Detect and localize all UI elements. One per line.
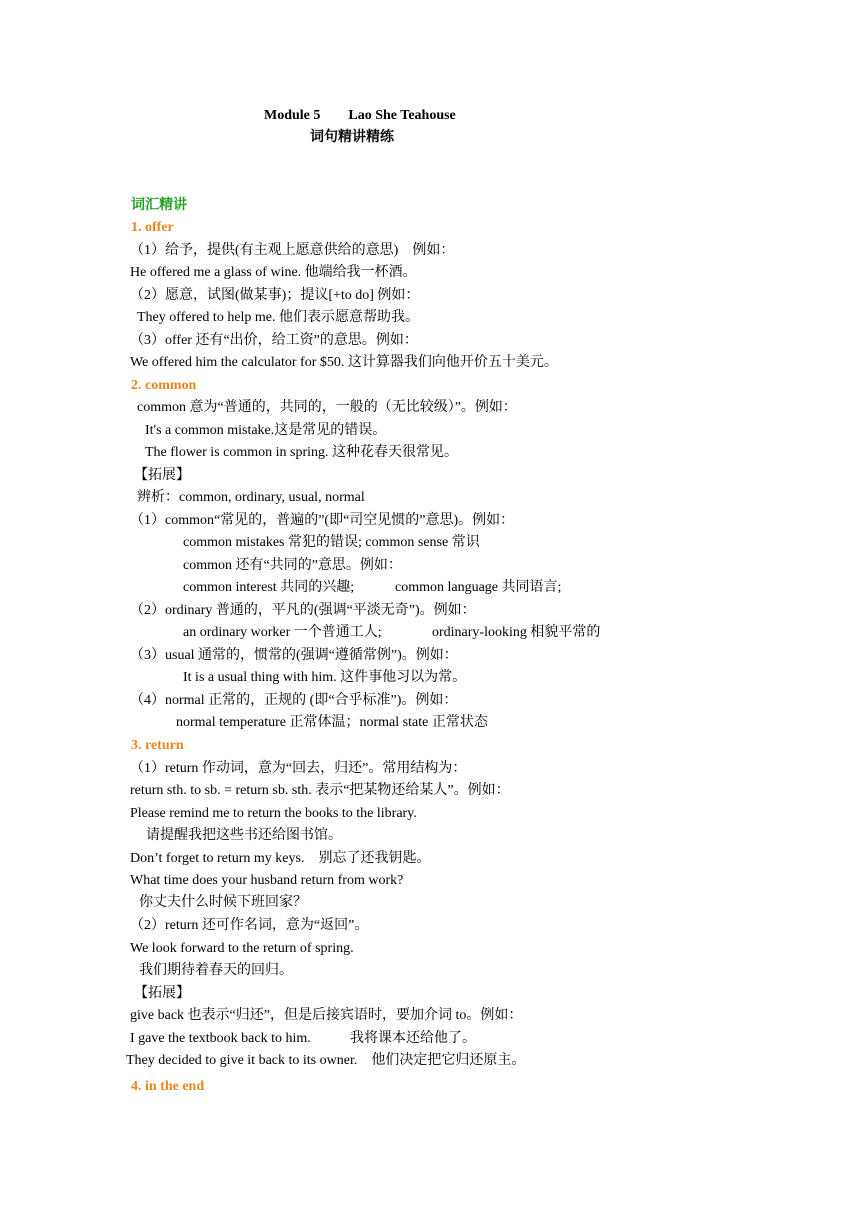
return-give-back: give back 也表示“归还”，但是后接宾语时，要加介词 to。例如： (130, 1008, 523, 1023)
entry-heading-return: 3. return (131, 738, 184, 753)
common-sense-1-example-3b: common language 共同语言; (395, 580, 562, 595)
return-example-5b: 我将课本还给他了。 (350, 1031, 476, 1046)
common-example-1: It's a common mistake.这是常见的错误。 (145, 423, 387, 438)
return-example-1-en: Please remind me to return the books to the library. (130, 806, 417, 821)
common-distinguish: 辨析：common, ordinary, usual, normal (137, 490, 365, 505)
return-example-5a: I gave the textbook back to him. (130, 1031, 311, 1046)
offer-sense-1: （1）给予，提供(有主观上愿意供给的意思) 例如： (130, 243, 455, 258)
offer-sense-2: （2）愿意，试图(做某事)；提议[+to do] 例如： (130, 288, 420, 303)
common-sense-3-example: It is a usual thing with him. 这件事他习以为常。 (183, 670, 467, 685)
common-intro: common 意为“普通的，共同的，一般的（无比较级）”。例如： (137, 400, 517, 415)
offer-sense-3: （3）offer 还有“出价，给工资”的意思。例如： (130, 333, 418, 348)
common-sense-4: （4）normal 正常的，正规的 (即“合乎标准”)。例如： (130, 693, 458, 708)
return-example-3-zh: 你丈夫什么时候下班回家？ (139, 895, 307, 910)
common-sense-4-example: normal temperature 正常体温；normal state 正常状态 (176, 715, 488, 730)
common-sense-1-example-3a: common interest 共同的兴趣; (183, 580, 355, 595)
return-example-4-en: We look forward to the return of spring. (130, 941, 354, 956)
module-label: Module 5 (264, 108, 321, 123)
lesson-title: Lao She Teahouse (348, 108, 456, 123)
return-example-3-en: What time does your husband return from work? (130, 873, 404, 888)
common-sense-2-example-a: an ordinary worker 一个普通工人; (183, 625, 382, 640)
common-sense-1-example-1: common mistakes 常犯的错误; common sense 常识 (183, 535, 480, 550)
common-sense-1: （1）common“常见的，普遍的”(即“司空见惯的”意思)。例如： (130, 513, 515, 528)
offer-example-1: He offered me a glass of wine. 他端给我一杯酒。 (130, 265, 417, 280)
return-example-4-zh: 我们期待着春天的回归。 (139, 963, 293, 978)
return-sense-2: （2）return 还可作名词，意为“返回”。 (130, 918, 369, 933)
return-structure: return sth. to sb. = return sb. sth. 表示“把某物还给某人”。例如： (130, 783, 510, 798)
return-example-1-zh: 请提醒我把这些书还给图书馆。 (146, 828, 342, 843)
return-sense-1: （1）return 作动词，意为“回去，归还”。常用结构为： (130, 761, 467, 776)
entry-heading-common: 2. common (131, 378, 197, 393)
module-title (264, 107, 456, 125)
common-example-2: The flower is common in spring. 这种花春天很常见。 (145, 445, 459, 460)
common-sense-2: （2）ordinary 普通的，平凡的(强调“平淡无奇”)。例如： (130, 603, 476, 618)
common-sense-1-example-2: common 还有“共同的”意思。例如： (183, 558, 402, 573)
section-heading: 词汇精讲 (131, 198, 187, 213)
offer-example-3: We offered him the calculator for $50. 这计算器我们向他开价五十美元。 (130, 355, 558, 370)
common-expand-label: 【拓展】 (134, 468, 190, 483)
common-sense-2-example-b: ordinary-looking 相貌平常的 (432, 625, 601, 640)
return-example-6: They decided to give it back to its owner. 他们决定把它归还原主。 (126, 1053, 526, 1068)
offer-example-2: They offered to help me. 他们表示愿意帮助我。 (137, 310, 420, 325)
return-example-2: Don’t forget to return my keys. 别忘了还我钥匙。 (130, 851, 431, 866)
common-sense-3: （3）usual 通常的，惯常的(强调“遵循常例”)。例如： (130, 648, 458, 663)
entry-heading-in-the-end: 4. in the end (131, 1079, 205, 1094)
return-expand-label: 【拓展】 (134, 986, 190, 1001)
subtitle: 词句精讲精练 (310, 130, 394, 145)
entry-heading-offer: 1. offer (131, 220, 174, 235)
